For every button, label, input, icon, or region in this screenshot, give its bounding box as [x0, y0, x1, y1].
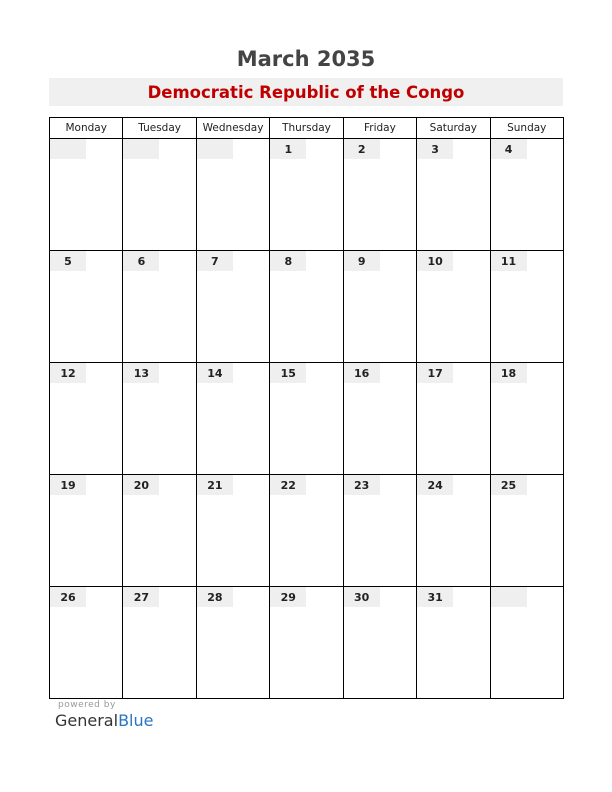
day-cell: [196, 587, 269, 699]
day-cell: [123, 139, 196, 251]
weekday-monday: Monday: [50, 118, 123, 139]
day-number: 14: [197, 363, 233, 383]
day-number: [123, 139, 159, 159]
day-cell: [50, 363, 123, 475]
day-cell: [343, 251, 416, 363]
day-number: 6: [123, 251, 159, 271]
day-number: 27: [123, 587, 159, 607]
day-cell: [270, 251, 343, 363]
day-cell: [417, 363, 490, 475]
day-number: 31: [417, 587, 453, 607]
day-number: 21: [197, 475, 233, 495]
calendar-grid: [49, 117, 564, 699]
day-number: 18: [491, 363, 527, 383]
day-cell: [196, 363, 269, 475]
day-number: 4: [491, 139, 527, 159]
day-cell: [343, 475, 416, 587]
day-number: 9: [344, 251, 380, 271]
weekday-thursday: Thursday: [270, 118, 343, 139]
calendar-title: March 2035: [236, 47, 376, 71]
day-cell: [490, 251, 563, 363]
day-cell: [123, 363, 196, 475]
day-cell: [270, 587, 343, 699]
day-number: [491, 587, 527, 607]
country-banner: [49, 78, 563, 106]
week-row: [50, 251, 564, 363]
day-number: 26: [50, 587, 86, 607]
weekday-saturday: Saturday: [417, 118, 490, 139]
day-number: 29: [270, 587, 306, 607]
brand-blue-text: Blue: [118, 711, 154, 730]
day-number: 13: [123, 363, 159, 383]
day-cell: [417, 251, 490, 363]
day-number: 30: [344, 587, 380, 607]
weekday-wednesday: Wednesday: [196, 118, 269, 139]
day-cell: [270, 139, 343, 251]
day-cell: [490, 363, 563, 475]
day-cell: [123, 475, 196, 587]
brand-general-text: General: [55, 711, 119, 730]
weekday-friday: Friday: [343, 118, 416, 139]
day-number: 22: [270, 475, 306, 495]
day-cell: [50, 587, 123, 699]
day-cell: [490, 475, 563, 587]
day-cell: [343, 139, 416, 251]
day-cell: [196, 251, 269, 363]
day-number: 7: [197, 251, 233, 271]
day-number: 11: [491, 251, 527, 271]
day-cell: [343, 363, 416, 475]
day-number: 28: [197, 587, 233, 607]
day-number: 19: [50, 475, 86, 495]
day-number: 1: [270, 139, 306, 159]
day-cell: [270, 475, 343, 587]
day-cell: [50, 139, 123, 251]
day-number: [197, 139, 233, 159]
footer-branding: [55, 700, 153, 730]
weekday-sunday: Sunday: [490, 118, 563, 139]
day-cell: [417, 139, 490, 251]
day-number: 23: [344, 475, 380, 495]
day-cell: [270, 363, 343, 475]
day-number: 12: [50, 363, 86, 383]
weekday-tuesday: Tuesday: [123, 118, 196, 139]
week-row: [50, 475, 564, 587]
brand-logo[interactable]: [55, 711, 153, 730]
day-cell: [343, 587, 416, 699]
day-cell: [50, 475, 123, 587]
day-cell: [123, 251, 196, 363]
day-number: 3: [417, 139, 453, 159]
day-number: 15: [270, 363, 306, 383]
day-cell: [490, 139, 563, 251]
day-number: 20: [123, 475, 159, 495]
day-number: 5: [50, 251, 86, 271]
day-cell: [417, 587, 490, 699]
country-name: Democratic Republic of the Congo: [147, 83, 465, 102]
day-cell: [123, 587, 196, 699]
day-cell: [417, 475, 490, 587]
day-number: 2: [344, 139, 380, 159]
day-cell: [490, 587, 563, 699]
week-row: [50, 587, 564, 699]
day-number: 24: [417, 475, 453, 495]
day-number: 10: [417, 251, 453, 271]
day-cell: [50, 251, 123, 363]
day-cell: [196, 139, 269, 251]
week-row: [50, 363, 564, 475]
day-number: 8: [270, 251, 306, 271]
weekday-header-row: [50, 118, 564, 139]
day-number: 17: [417, 363, 453, 383]
powered-by-text: powered by: [58, 700, 116, 710]
day-number: 25: [491, 475, 527, 495]
day-number: [50, 139, 86, 159]
day-cell: [196, 475, 269, 587]
week-row: [50, 139, 564, 251]
day-number: 16: [344, 363, 380, 383]
